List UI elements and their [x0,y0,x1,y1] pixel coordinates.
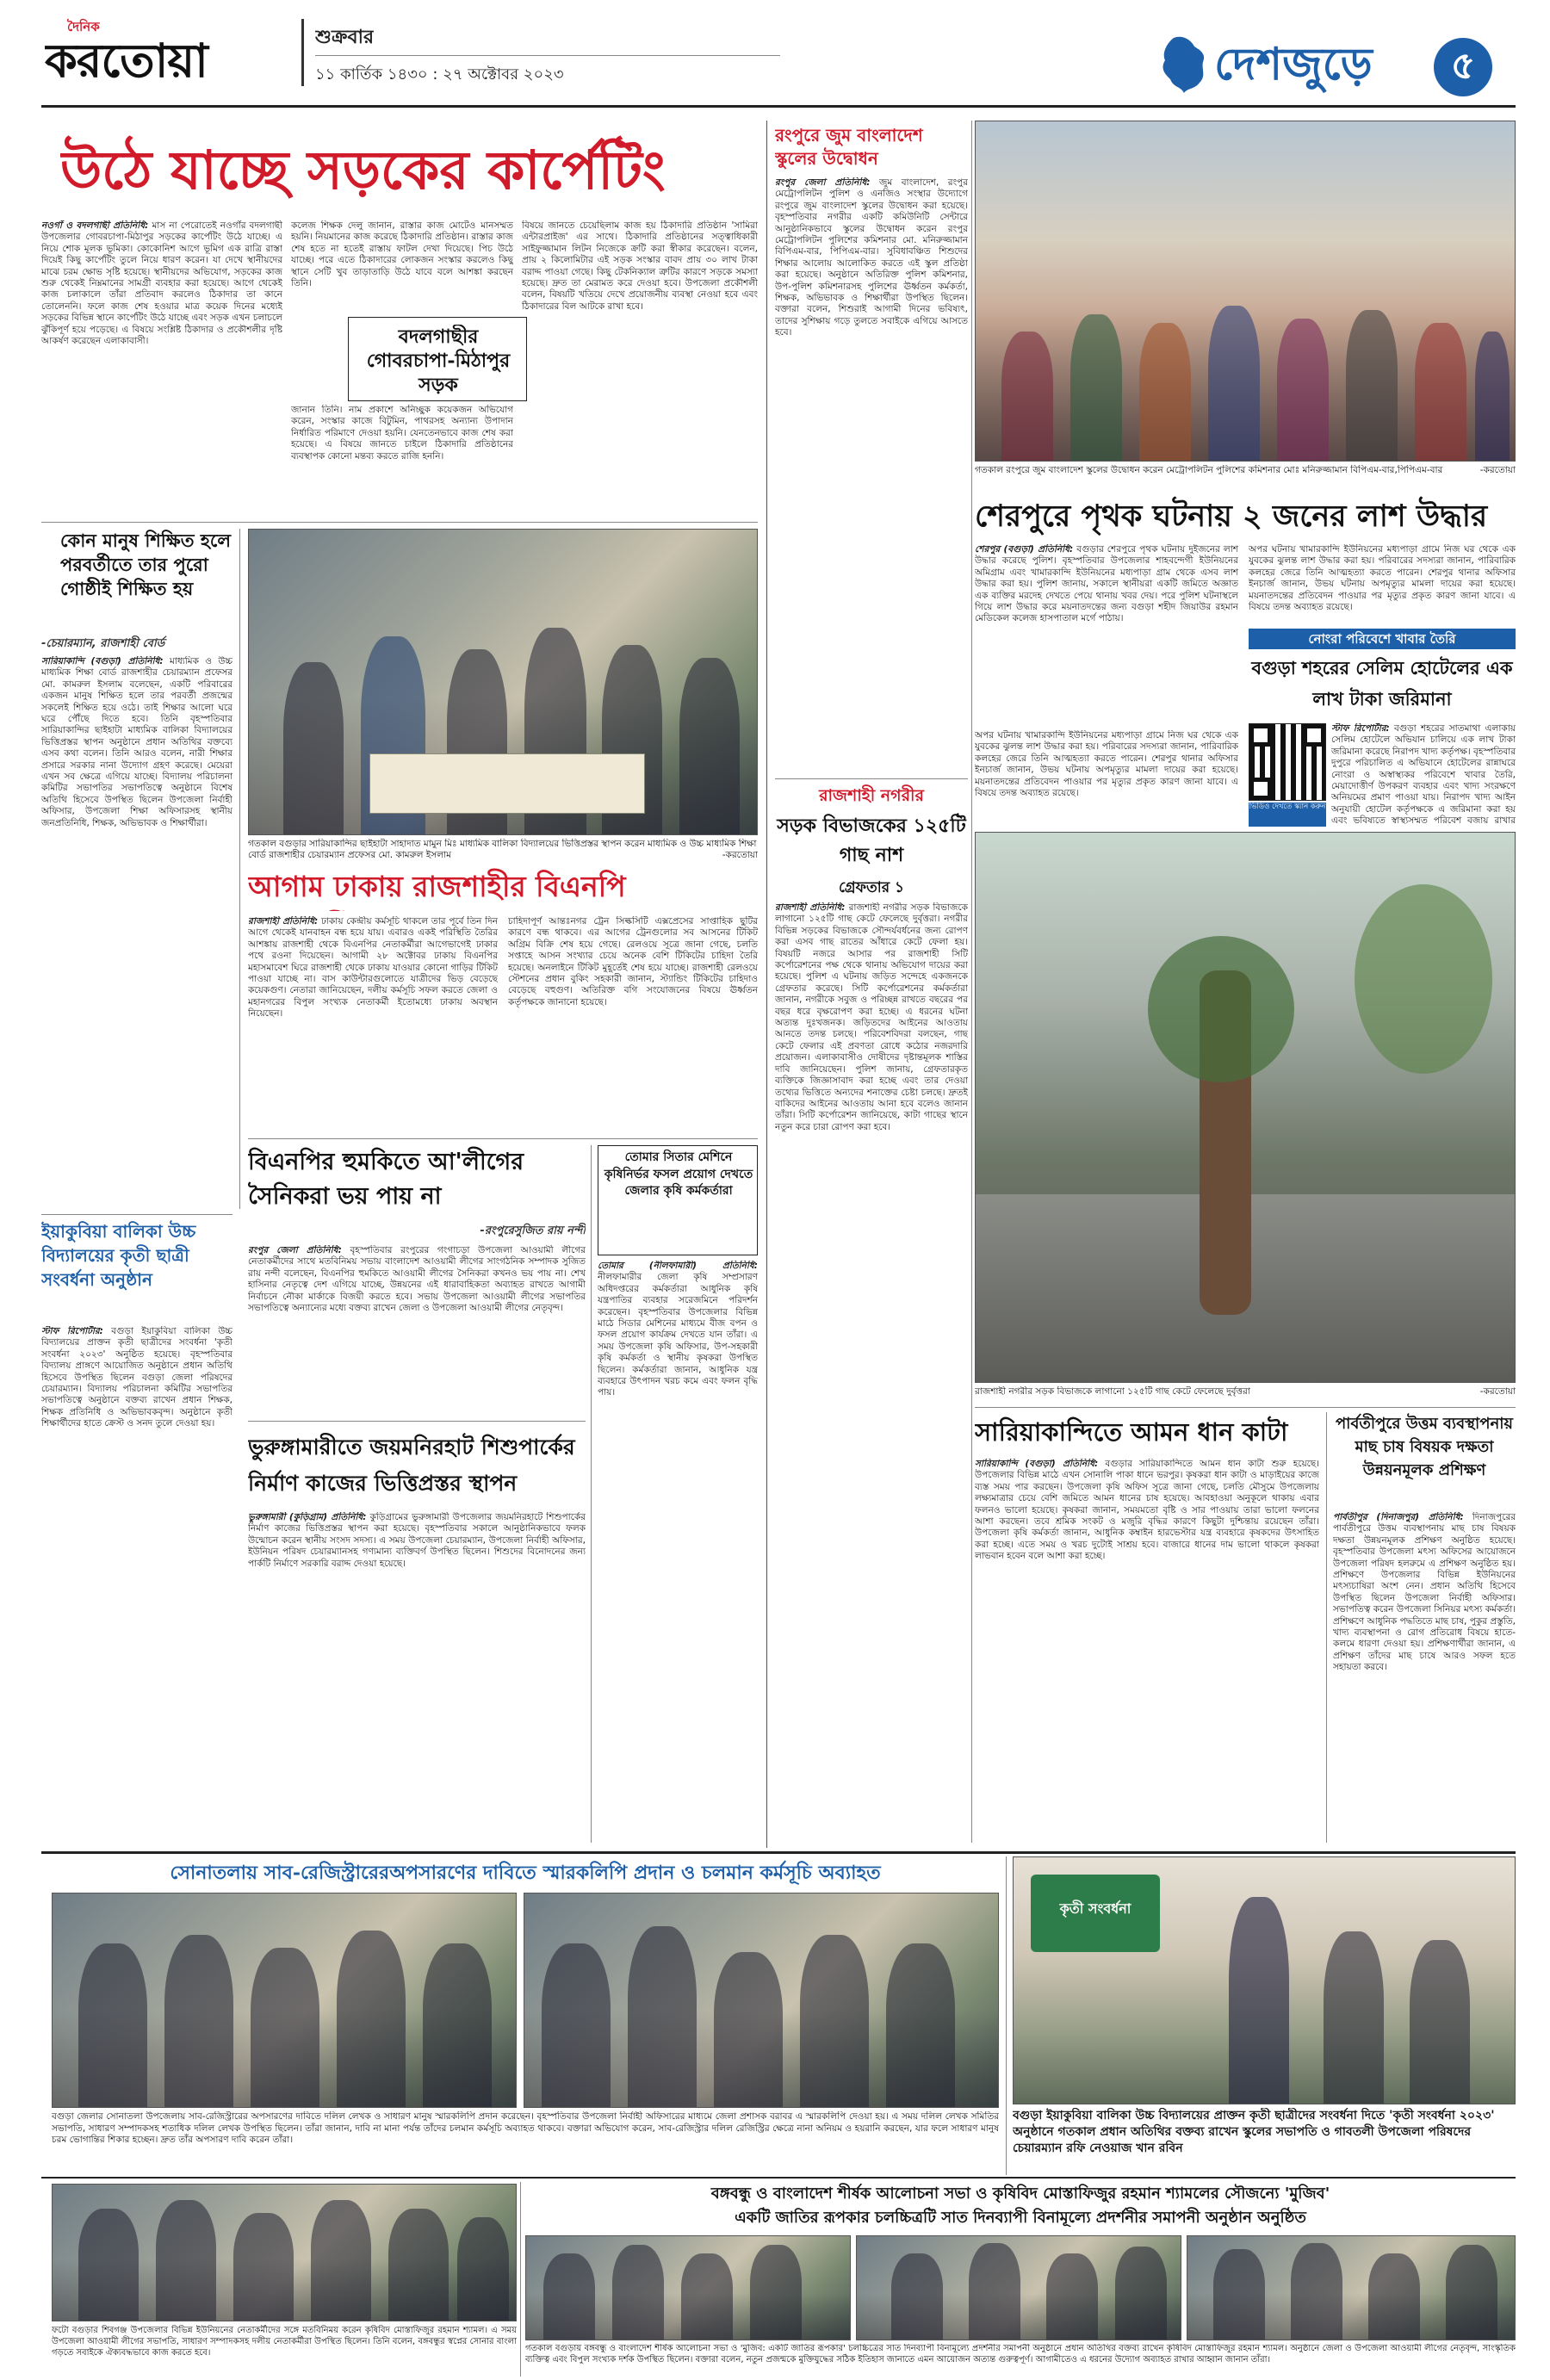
caption-text: রাজশাহী নগরীর সড়ক বিভাজকে লাগানো ১২৫টি গাছ কেটে ফেলেছে দুর্বৃত্তরা [975,1386,1250,1397]
divider [248,1421,586,1422]
story-shikkha-body [41,656,232,1207]
photo-mujib-1 [525,2235,851,2340]
story-body: মাস না পেরোতেই নওগাঁর বদলগাছী উপজেলার গোবরচাপা-মিঠাপুর সড়কের কার্পেটিং উঠে যাচ্ছে। এ নিয়ে শোক মূলক ভূমিকা। কোকোনিশ আগে ভূমিগ এক রাত্রি রাস্তা দিয়েই কিছু কার্পেটিং তুলে নিয়ে ধারণ করেন। যা দেখে স্থানীয়দের মাঝে চরম ক্ষোভ সৃষ্টি হয়েছে। স্থানীয়দের অভিযোগ, সড়কের কাজ শুরু থেকেই নিম্নমানের সামগ্রী ব্যবহার করা হয়েছে। আগে থেকেই কাজ চলাকালে তাঁরা প্রতিবাদ করলেও ঠিকাদার তা কানে তোলেননি। ফলে কাজ শেষ হওয়ার মাত্র কয়েক দিনের মধ্যেই সড়কের বিভিন্ন স্থানে কার্পেটিং উঠে যাচ্ছে এবং সড়ক এখন চলাচলে ঝুঁকিপূর্ণ হয়ে পড়েছে। এ বিষয়ে সংশ্লিষ্ট ঠিকাদার ও প্রকৌশলীর দৃষ্টি আকর্ষণ করেছেন এলাকাবাসী। [41,220,282,347]
story-body: অপর ঘটনায় খামারকান্দি ইউনিয়নের মধ্যপাড়া গ্রামে নিজ ঘর থেকে এক যুবকের ঝুলন্ত লাশ উদ্ধার করা হয়। পরিবারের সদস্যরা জানান, পারিবারিক কলহের জেরে তিনি আত্মহত্যা করতে পারেন। শেরপুর থানার অফিসার ইনচার্জ জানান, উভয় ঘটনায় অপমৃত্যুর মামলা দায়ের করা হয়েছে। ময়নাতদন্তের প্রতিবেদন পাওয়ার পর মৃত্যুর প্রকৃত কারণ জানা যাবে। এ বিষয়ে তদন্ত অব্যাহত রয়েছে। [975,730,1238,799]
story-bhurungamari-body [248,1512,586,1843]
page-number: ৫ [1450,44,1476,88]
divider [591,1145,592,1843]
story-bnp-col1 [248,916,498,1131]
masthead-date-rule [315,55,780,56]
caption-mujib-left: ফটো বগুড়ার শিবগঞ্জ উপজেলার বিভিন্ন ইউনিয়নের নেতাকর্মীদের সঙ্গে মতবিনিময় করেন কৃষিবিদ মোস্তাফিজুর রহমান শ্যামল। এ সময় উপজেলা আওয়ামী লীগের সভাপতি, সাধারণ সম্পাদকসহ দলীয় নেতাকর্মীরা উপস্থিত ছিলেন। তিনি বলেন, বঙ্গবন্ধুর স্বপ্নের সোনার বাংলা গড়তে সবাইকে ঐক্যবদ্ধভাবে কাজ করতে হবে। [52,2326,517,2358]
story-body: কলেজ শিক্ষক দেলু জানান, রাস্তার কাজ মোটেও মানসম্মত হয়নি। নিয়মানের কাজ করেছে ঠিকাদারি প্রতিষ্ঠান। রাস্তার কাজ শেষ হতে না হতেই রাস্তায় ফাটল দেখা দিয়েছে। পিচ উঠে যাচ্ছে। পরে এতে ঠিকাদারের লোকজন সংস্কার করলেও কিছু স্থানে সেটি খুব তাড়াতাড়ি উঠে যাবে বলে আশঙ্কা করছেন তিনি। [291,220,513,289]
headline-trees-a: রাজশাহী নগরীর [819,786,924,805]
byline: তোমার (নীলফামারী) প্রতিনিধি: [598,1261,758,1271]
byline: স্টাফ রিপোর্টার: [41,1326,103,1336]
photo-credit: -করতোয়া [1479,465,1516,475]
divider [41,1214,232,1215]
divider [520,2182,521,2377]
divider [239,529,240,1209]
kicker-grefter: গ্রেফতার ১ [838,879,905,896]
divider [41,522,758,523]
photo-shikkha-ceremony [248,529,758,835]
story-body: বিষয়ে জানতে চেয়েছিলাম কাজ হয় ঠিকাদারি প্রতিষ্ঠান 'সামিরা এন্টারপ্রাইজ' এর সাথে। ঠিকাদারি প্রতিষ্ঠানের সত্ত্বাধিকারী সাইফুজ্জামান লিটন নিজেকে ক্রটি করা স্বীকার করেছেন। বলেন, প্রায় ২ কিলোমিটার এই সড়ক সংস্কার বাবদ প্রায় ৩০ লাখ টাকা বরাদ্দ পাওয়া গেছে। কিছু টেকনিক্যাল ত্রুটির কারণে সড়কে সমস্যা হয়েছে। দ্রুত তা মেরামত করে দেওয়া হবে। উপজেলা প্রকৌশলী বলেন, বিষয়টি খতিয়ে দেখে প্রয়োজনীয় ব্যবস্থা নেওয়া হবে এবং ঠিকাদারের বিল আটকে রাখা হবে। [522,220,758,312]
byline: ভুরুঙ্গামারী (কুড়িগ্রাম) প্রতিনিধি: [248,1512,367,1522]
caption-text: গতকাল রংপুরে জুম বাংলাদেশ স্কুলের উদ্বোধন করেন মেট্রোপলিটন পুলিশের কমিশনার মোঃ মনিরুজ্জামান বিপিএম-বার,পিপিএম-বার [975,465,1443,475]
story-body: বগুড়ার শেরপুরে পৃথক ঘটনায় দুইজনের লাশ উদ্ধার করেছে পুলিশ। বৃহস্পতিবার উপজেলার শাহবন্দেগী ইউনিয়নের অমিগ্রাম এবং খামারকান্দি ইউনিয়নের মধ্যপাড়া গ্রাম থেকে এসব লাশ উদ্ধার করা হয়। পুলিশ জানায়, সকালে স্থানীয়রা একটি জমিতে অজ্ঞাত এক ব্যক্তির মরদেহ দেখতে পেয়ে থানায় খবর দেয়। পরে পুলিশ ঘটনাস্থলে গিয়ে লাশ উদ্ধার করে ময়নাতদন্তের জন্য বগুড়া শহীদ জিয়াউর রহমান মেডিকেল কলেজ হাসপাতাল মর্গে পাঠায়। [975,544,1238,624]
divider [1326,1412,1327,1843]
byline: নওগাঁ ও বদলগাছী প্রতিনিধি: [41,220,149,231]
headline-machine: তোমার সিতার মেশিনে কৃষিনির্ভর ফসল প্রয়োগ দেখতে জেলার কৃষি কর্মকর্তারা [604,1150,753,1198]
caption-sonatala: বগুড়া জেলার সোনাতলা উপজেলায় সাব-রেজিস্ট্রারের অপসারণের দাবিতে দলিল লেখক ও সাধারণ মানুষ স্মারকলিপি প্রদান করেছেন। বৃহস্পতিবার উপজেলা নির্বাহী অফিসারের মাধ্যমে জেলা প্রশাসক বরাবর এ স্মারকলিপি দেওয়া হয়। এ সময় দলিল লেখক সমিতির সভাপতি, সাধারণ সম্পাদকসহ শতাধিক দলিল লেখক উপস্থিত ছিলেন। তাঁরা জানান, দাবি না মানা পর্যন্ত তাঁদের চলমান কর্মসূচি অব্যাহত থাকবে। বক্তারা অভিযোগ করেন, সাব-রেজিস্ট্রার দলিল রেজিস্ট্রির ক্ষেত্রে নানা অনিয়ম ও হয়রানি করছেন, যার ফলে সাধারণ মানুষ চরম ভোগান্তির শিকার হচ্ছেন। দ্রুত তাঁর অপসারণ দাবি করেন তাঁরা। [52,2111,999,2145]
story-carpeting-col3 [522,220,758,517]
byline: সারিয়াকান্দি (বগুড়া) প্রতিনিধি: [975,1459,1099,1469]
byline: রাজশাহী প্রতিনিধি: [248,916,319,927]
page-number-badge [1434,38,1492,96]
story-body: ঢাকায় কেন্দ্রীয় কর্মসূচি থাকলে তার পূর্বে তিন দিন আগে থেকেই যানবাহন বন্ধ হয়ে যায়। এবারও একই পরিস্থিতি তৈরির আশঙ্কায় রাজশাহী থেকে বিএনপির নেতাকর্মীরা আগেভাগেই ঢাকার পথে রওনা দিয়েছেন। আগামী ২৮ অক্টোবর ঢাকায় বিএনপির মহাসমাবেশ ঘিরে রাজশাহী থেকে ঢাকায় যাওয়ার কোনো গাড়ির টিকিট পাওয়া যাচ্ছে না। বাস কাউন্টারগুলোতে যাত্রীদের ভিড় বেড়েছে কয়েকগুণ। নেতারা জানিয়েছেন, দলীয় কর্মসূচি সফল করতে জেলা ও মহানগরের বিপুল সংখ্যক নেতাকর্মী ইতোমধ্যে ঢাকায় অবস্থান নিয়েছেন। [248,916,498,1020]
divider [975,1407,1516,1408]
byline: সারিয়াকান্দি (বগুড়া) প্রতিনিধি: [41,656,164,666]
quote-by: -রংপুরেসুজিত রায় নন্দী [480,1224,586,1237]
story-bnp-col2 [508,916,758,1131]
photo-sonatala-1 [52,1893,517,2108]
section-title: দেশজুড়ে [1214,38,1373,90]
photo-credit: -করতোয়া [1479,1386,1516,1397]
bangladesh-map-icon [1158,34,1210,95]
story-body: জুম বাংলাদেশ, রংপুর মেট্রোপলিটন পুলিশ ও এনজিও সংস্থার উদ্যোগে রংপুরে জুম বাংলাদেশ স্কুলের উদ্বোধন করা হয়েছে। বৃহস্পতিবার নগরীর একটি কমিউনিটি সেন্টারে আনুষ্ঠানিকভাবে স্কুলের উদ্বোধন করেন রংপুর মেট্রোপলিটন পুলিশের কমিশনার মো. মনিরুজ্জামান বিপিএম-বার, পিপিএম-বার। সুবিধাবঞ্চিত শিশুদের শিক্ষার আলোয় আলোকিত করতে এই স্কুল প্রতিষ্ঠা করা হয়েছে। অনুষ্ঠানে অতিরিক্ত পুলিশ কমিশনার, উপ-পুলিশ কমিশনারসহ পুলিশের ঊর্ধ্বতন কর্মকর্তা, শিক্ষক, অভিভাবক ও শিক্ষার্থীরা উপস্থিত ছিলেন। বক্তারা বলেন, শিশুরাই আগামী দিনের ভবিষ্যৎ, তাদের সুশিক্ষায় গড়ে তুলতে সবাইকে এগিয়ে আসতে হবে। [775,177,968,338]
headline-carpeting: উঠে যাচ্ছে সড়কের কার্পেটিং [60,139,666,201]
story-rangpur-body [775,177,968,775]
headline-sonatala: সোনাতলায় সাব-রেজিস্ট্রারেরঅপসারণের দাবিতে স্মারকলিপি প্রদান ও চলমান কর্মসূচি অব্যাহত [52,1858,999,1887]
headline-aliga: বিএনপির হুমকিতে আ'লীগের সৈনিকরা ভয় পায় না [248,1149,524,1210]
story-sherpur-col2 [1249,544,1516,625]
story-selim-body [1331,723,1516,827]
photo-sonatala-2 [524,1893,999,2108]
story-aman-body [975,1459,1319,1843]
divider [1006,1856,1007,2175]
story-machine-body [598,1261,758,1843]
caption-mujib-right: গতকাল বগুড়ায় বঙ্গবন্ধু ও বাংলাদেশ শীর্ষক আলোচনা সভা ও 'মুজিব: একটি জাতির রূপকার' চলচ্চিত্রের সাত দিনব্যাপী বিনামূল্যে প্রদর্শনীর সমাপনী অনুষ্ঠানে প্রধান অতিথির বক্তব্য রাখেন কৃষিবিদ মোস্তাফিজুর রহমান শ্যামল। অনুষ্ঠানে জেলা ও উপজেলা আওয়ামী লীগের নেতৃবৃন্দ, সাংস্কৃতিক ব্যক্তিত্ব এবং বিপুল সংখ্যক দর্শক উপস্থিত ছিলেন। বক্তারা বলেন, নতুন প্রজন্মকে মুক্তিযুদ্ধের সঠিক ইতিহাস জানাতে এমন আয়োজন অত্যন্ত গুরুত্বপূর্ণ। আগামীতেও এ ধরনের উদ্যোগ অব্যাহত রাখার আহ্বান জানান তাঁরা। [525,2344,1516,2365]
caption-iyakubia: বগুড়া ইয়াকুবিয়া বালিকা উচ্চ বিদ্যালয়ের প্রাক্তন কৃতী ছাত্রীদের সংবর্ধনা দিতে 'কৃতী সংবর্ধনা ২০২৩' অনুষ্ঠানে গতকাল প্রধান অতিথির বক্তব্য রাখেন স্কুলের সভাপতি ও গাবতলী উপজেলা পরিষদের চেয়ারম্যান রফি নেওয়াজ খান রবিন [1013,2109,1495,2155]
story-trees-body [775,902,968,1381]
story-fish-body [1333,1512,1516,1843]
story-carpeting-col2 [291,220,513,313]
byline: পার্বতীপুর (দিনাজপুর) প্রতিনিধি: [1333,1512,1464,1522]
headline-aman: সারিয়াকান্দিতে আমন ধান কাটা [975,1417,1288,1447]
headline-selim: বগুড়া শহরের সেলিম হোটেলের এক লাখ টাকা জরিমানা [1251,657,1513,710]
photo-rangpur-school [975,121,1516,462]
story-sherpur-cont [975,730,1238,823]
story-body: মাধ্যমিক ও উচ্চ মাধ্যমিক শিক্ষা বোর্ড রাজশাহীর চেয়ারম্যান প্রফেসর মো. কামরুল ইসলাম বলেছেন, একটি পরিবারের একজন মানুষ শিক্ষিত হলে তার পরবর্তী প্রজন্মের সকলেই শিক্ষিত হয়ে ওঠে। তাই শিক্ষার আলো ঘরে ঘরে পৌঁছে দিতে হবে। তিনি বৃহস্পতিবার সারিয়াকান্দির ছাইহাটা মাধ্যমিক বালিকা বিদ্যালয়ের ভিত্তিপ্রস্তর স্থাপন অনুষ্ঠানে প্রধান অতিথির বক্তব্যে এসব কথা বলেন। তিনি আরও বলেন, নারী শিক্ষার প্রসারে সরকার নানা উদ্যোগ গ্রহণ করেছে। মেয়েরা এখন সব ক্ষেত্রে এগিয়ে যাচ্ছে। বিদ্যালয় পরিচালনা কমিটির সভাপতির সভাপতিত্বে অনুষ্ঠানে বিশেষ অতিথি হিসেবে উপস্থিত ছিলেন উপজেলা নির্বাহী অফিসার, উপজেলা শিক্ষা অফিসারসহ স্থানীয় জনপ্রতিনিধি, শিক্ষক, অভিভাবক ও শিক্ষার্থীরা। [41,656,232,828]
photo-iyakubia-reception [1013,1856,1516,2104]
byline: স্টাফ রিপোর্টার: [1331,723,1390,734]
quote-by: -চেয়ারম্যান, রাজশাহী বোর্ড [41,637,165,650]
masthead-divider [301,19,304,86]
story-body: বৃহস্পতিবার রংপুরের গংগাচড়া উপজেলা আওয়ামী লীগের নেতাকর্মীদের সাথে মতবিনিময় সভায় বাংলাদেশ আওয়ামী লীগের সাংগঠনিক সম্পাদক সুজিত রায় নন্দী বলেছেন, বিএনপির হুমকিতে আওয়ামী লীগের সৈনিকরা কখনও ভয় পায় না। শেখ হাসিনার নেতৃত্বে দেশ এগিয়ে যাচ্ছে, উন্নয়নের এই ধারাবাহিকতা অব্যাহত রাখতে আগামী নির্বাচনে নৌকা মার্কাকে বিজয়ী করতে হবে। সভায় উপজেলা আওয়ামী লীগের সভাপতির সভাপতিত্বে অন্যান্যের মধ্যে বক্তব্য রাখেন জেলা ও উপজেলা আওয়ামী লীগের নেতৃবৃন্দ। [248,1245,586,1314]
event-banner: কৃতী সংবর্ধনা [1059,1900,1132,1917]
headline-shikkha: কোন মানুষ শিক্ষিত হলে পরবর্তীতে তার পুরো গোষ্ঠীই শিক্ষিত হয় [60,530,231,599]
story-aliga-body [248,1245,586,1414]
headline-sherpur: শেরপুরে পৃথক ঘটনায় ২ জনের লাশ উদ্ধার [975,499,1488,534]
story-sherpur-col1 [975,544,1238,727]
divider [248,1138,758,1139]
story-body: নীলফামারীর জেলা কৃষি সম্প্রসারণ অধিদপ্তরের কর্মকর্তারা আধুনিক কৃষি যন্ত্রপাতির ব্যবহার সরেজমিনে পরিদর্শন করেছেন। বৃহস্পতিবার উপজেলার বিভিন্ন মাঠে সিডার মেশিনের মাধ্যমে বীজ বপন ও ফসল প্রয়োগ কার্যক্রম দেখতে যান তাঁরা। এ সময় উপজেলা কৃষি অফিসার, উপ-সহকারী কৃষি কর্মকর্তা ও স্থানীয় কৃষকরা উপস্থিত ছিলেন। কর্মকর্তারা জানান, আধুনিক যন্ত্র ব্যবহারে উৎপাদন খরচ কমে এবং ফলন বৃদ্ধি পায়। [598,1272,758,1398]
headline-mujib-2: একটি জাতির রূপকার চলচ্চিত্রটি সাত দিনব্যাপী বিনামূল্যে প্রদর্শনীর সমাপনী অনুষ্ঠান অনুষ্ঠিত [735,2209,1306,2227]
headline-trees-b: সড়ক বিভাজকের ১২৫টি গাছ নাশ [777,815,966,866]
story-iyakubia-body [41,1326,232,1843]
story-carpeting-col2b [291,405,513,517]
story-body: জানান তিনি। নাম প্রকাশে অনিচ্ছুক কয়েকজন অভিযোগ করেন, সংস্কার কাজে বিটুমিন, পাথরসহ অন্যান্য উপাদান নির্ধারিত পরিমাণে দেওয়া হয়নি। যেনতেনভাবে কাজ শেষ করা হয়েছে। এ বিষয়ে জানতে চাইলে ঠিকাদারি প্রতিষ্ঠানের ব্যবস্থাপক কোনো মন্তব্য করতে রাজি হননি। [291,405,513,462]
photo-shikkha-caption [248,839,758,865]
photo-rangpur-caption [975,465,1516,491]
photo-trees-caption [975,1386,1516,1400]
subheadline: বদলগাছীর গোবরচাপা-মিঠাপুর সড়ক [366,325,511,396]
issue-day: শুক্রবার [315,27,375,48]
story-carpeting-col1 [41,220,282,517]
story-body: দিনাজপুরের পার্বতীপুরে উত্তম ব্যবস্থাপনায় মাছ চাষ বিষয়ক দক্ষতা উন্নয়নমূলক প্রশিক্ষণ অনুষ্ঠিত হয়েছে। বৃহস্পতিবার উপজেলা মৎস্য অফিসের আয়োজনে উপজেলা পরিষদ হলরুমে এ প্রশিক্ষণ অনুষ্ঠিত হয়। প্রশিক্ষণে উপজেলার বিভিন্ন ইউনিয়নের মৎস্যচাষিরা অংশ নেন। প্রধান অতিথি হিসেবে উপস্থিত ছিলেন উপজেলা নির্বাহী অফিসার। সভাপতিত্ব করেন উপজেলা সিনিয়র মৎস্য কর্মকর্তা। প্রশিক্ষণে আধুনিক পদ্ধতিতে মাছ চাষ, পুকুর প্রস্তুতি, খাদ্য ব্যবস্থাপনা ও রোগ প্রতিরোধ বিষয়ে হাতে-কলমে ধারণা দেওয়া হয়। প্রশিক্ষণার্থীরা জানান, এ প্রশিক্ষণ তাঁদের মাছ চাষে আরও সফল হতে সহায়তা করবে। [1333,1512,1516,1673]
byline: রংপুর জেলা প্রতিনিধি: [775,177,871,188]
logo-small: দৈনিক [67,19,100,34]
caption-text: গতকাল বগুড়ার সারিয়াকান্দির ছাইহাটা সাহাদাত মামুন মিঃ মাধ্যমিক বালিকা বিদ্যালয়ের ভিত্তিপ্রস্তর স্থাপন করেন মাধ্যমিক ও উচ্চ মাধ্যমিক শিক্ষা বোর্ড রাজশাহীর চেয়ারম্যান প্রফেসর মো. কামরুল ইসলাম [248,839,757,860]
newspaper-logo[interactable]: করতোয়া [45,33,208,88]
subheadline-box [348,317,527,401]
tag-nongra: নোংরা পরিবেশে খাবার তৈরি [1249,629,1516,649]
photo-credit: -করতোয়া [722,850,758,860]
story-body: চাহিদাপূর্ণ আন্তঃনগর ট্রেন সিল্কসিটি এক্সপ্রেসের সাপ্তাহিক ছুটির কারণে বন্ধ থাকবে। এর আগের ট্রেনগুলোর সব আসনের টিকিট অগ্রিম বিক্রি শেষ হয়ে গেছে। রেলওয়ে সূত্রে জানা গেছে, চলতি সপ্তাহে আসন সংখ্যার চেয়ে অনেক বেশি টিকিটের চাহিদা তৈরি হয়েছে। অনলাইনে টিকিট মুহূর্তেই শেষ হয়ে যাচ্ছে। রাজশাহী রেলওয়ে স্টেশনের প্রধান বুকিং সহকারী জানান, স্ট্যান্ডিং টিকিটের চাহিদাও বেড়েছে বহুগুণ। অতিরিক্ত বগি সংযোজনের বিষয়ে ঊর্ধ্বতন কর্তৃপক্ষকে জানানো হয়েছে। [508,916,758,1007]
headline-bhurungamari: ভুরুঙ্গামারীতে জয়মনিরহাট শিশুপার্কের নির্মাণ কাজের ভিত্তিপ্রস্তর স্থাপন [248,1435,575,1496]
story-body: বগুড়া শহরের সাতমাথা এলাকায় সেলিম হোটেলে অভিযান চালিয়ে এক লাখ টাকা জরিমানা করেছে নিরাপদ খাদ্য কর্তৃপক্ষ। বৃহস্পতিবার দুপুরে পরিচালিত এ অভিযানে হোটেলের রান্নাঘরে নোংরা ও অস্বাস্থ্যকর পরিবেশে খাবার তৈরি, মেয়াদোত্তীর্ণ উপকরণ ব্যবহার এবং খাদ্য সংরক্ষণে অনিয়মের প্রমাণ পাওয়া যায়। নিরাপদ খাদ্য আইন অনুযায়ী হোটেল কর্তৃপক্ষকে এ জরিমানা করা হয় এবং ভবিষ্যতে স্বাস্থ্যসম্মত পরিবেশ বজায় রাখার [1331,723,1516,827]
photo-cut-trees [975,832,1516,1383]
headline-iyakubia: ইয়াকুবিয়া বালিকা উচ্চ বিদ্যালয়ের কৃতী ছাত্রী সংবর্ধনা অনুষ্ঠান [41,1221,196,1290]
headline-bnp: আগাম ঢাকায় রাজশাহীর বিএনপি [248,870,626,903]
byline: রাজশাহী প্রতিনিধি: [775,902,846,913]
story-body: বগুড়ার সারিয়াকান্দিতে আমন ধান কাটা শুরু হয়েছে। উপজেলার বিভিন্ন মাঠে এখন সোনালি পাকা ধানে ভরপুর। কৃষকরা ধান কাটা ও মাড়াইয়ের কাজে ব্যস্ত সময় পার করছেন। উপজেলা কৃষি অফিস সূত্রে জানা গেছে, চলতি মৌসুমে উপজেলায় লক্ষ্যমাত্রার চেয়ে বেশি জমিতে আমন ধানের চাষ হয়েছে। আবহাওয়া অনুকূলে থাকায় এবার ফলনও ভালো হয়েছে। কৃষকরা জানান, সময়মতো বৃষ্টি ও সার পাওয়ায় তারা ভালো ফলনের আশা করছেন। তবে শ্রমিক সংকট ও মজুরি বৃদ্ধির কারণে কিছুটা দুশ্চিন্তায় রয়েছেন তাঁরা। উপজেলা কৃষি কর্মকর্তা জানান, আধুনিক কম্বাইন হারভেস্টার যন্ত্র ব্যবহারে কৃষকদের উৎসাহিত করা হচ্ছে। এতে সময় ও খরচ দুটোই সাশ্রয় হবে। বাজারে ধানের দাম ভালো থাকলে কৃষকরা লাভবান হবেন বলে আশা করা হচ্ছে। [975,1459,1319,1562]
story-body: কুড়িগ্রামের ভুরুঙ্গামারী উপজেলার জয়মনিরহাটে শিশুপার্কের নির্মাণ কাজের ভিত্তিপ্রস্তর স্থাপন করা হয়েছে। বৃহস্পতিবার সকালে আনুষ্ঠানিকভাবে ফলক উন্মোচন করেন স্থানীয় সংসদ সদস্য। এ সময় উপজেলা চেয়ারম্যান, উপজেলা নির্বাহী অফিসার, ইউনিয়ন পরিষদ চেয়ারম্যানসহ গণ্যমান্য ব্যক্তিবর্গ উপস্থিত ছিলেন। শিশুদের বিনোদনের জন্য পার্কটি নির্মাণে সরকারি বরাদ্দ দেওয়া হয়েছে। [248,1512,586,1569]
masthead-rule [41,105,1516,108]
headline-fish: পার্বতীপুরে উত্তম ব্যবস্থাপনায় মাছ চাষ বিষয়ক দক্ষতা উন্নয়নমূলক প্রশিক্ষণ [1335,1415,1514,1479]
masthead [0,0,1550,107]
qr-code[interactable] [1249,723,1326,801]
story-body: রাজশাহী নগরীর সড়ক বিভাজকে লাগানো ১২৫টি গাছ কেটে ফেলেছে দুর্বৃত্তরা। নগরীর বিভিন্ন সড়কের বিভাজকে সৌন্দর্যবর্ধনের জন্য রোপণ করা এসব গাছ রাতের আঁধারে কেটে ফেলা হয়। বিষয়টি নজরে আসার পর রাজশাহী সিটি কর্পোরেশনের পক্ষ থেকে থানায় অভিযোগ দায়ের করা হয়েছে। পুলিশ এ ঘটনায় জড়িত সন্দেহে একজনকে গ্রেফতার করেছে। সিটি কর্পোরেশনের কর্মকর্তারা জানান, নগরীকে সবুজ ও পরিচ্ছন্ন রাখতে বছরের পর বছর ধরে বৃক্ষরোপণ করা হচ্ছে। এ ধরনের ঘটনা অত্যন্ত দুঃখজনক। জড়িতদের আইনের আওতায় আনতে তদন্ত চলছে। পরিবেশবিদরা বলছেন, গাছ কেটে ফেলার এই প্রবণতা রোধে কঠোর নজরদারি প্রয়োজন। এলাকাবাসীও দোষীদের দৃষ্টান্তমূলক শাস্তির দাবি জানিয়েছেন। পুলিশ জানায়, গ্রেফতারকৃত ব্যক্তিকে জিজ্ঞাসাবাদ করা হচ্ছে এবং তার দেওয়া তথ্যের ভিত্তিতে অন্যদের শনাক্তের চেষ্টা চলছে। দ্রুতই বাকিদের আইনের আওতায় আনা হবে বলেও জানান তাঁরা। সিটি কর্পোরেশন জানিয়েছে, কাটা গাছের স্থানে নতুন করে চারা রোপণ করা হবে। [775,902,968,1132]
photo-mujib-2 [856,2235,1181,2340]
divider [766,121,767,1848]
qr-label: ভিডিও দেখতে স্ক্যান করুন [1249,803,1326,827]
story-body: বগুড়া ইয়াকুবিয়া বালিকা উচ্চ বিদ্যালয়ের প্রাক্তন কৃতী ছাত্রীদের সংবর্ধনা 'কৃতী সংবর্ধনা ২০২৩' অনুষ্ঠিত হয়েছে। বৃহস্পতিবার বিদ্যালয় প্রাঙ্গণে আয়োজিত অনুষ্ঠানে প্রধান অতিথি হিসেবে উপস্থিত ছিলেন বগুড়া জেলা পরিষদের চেয়ারম্যান। বিদ্যালয় পরিচালনা কমিটির সভাপতির সভাপতিত্বে অনুষ্ঠানে বক্তব্য রাখেন প্রধান শিক্ষক, শিক্ষক প্রতিনিধি ও অভিভাবকবৃন্দ। অনুষ্ঠানে কৃতী শিক্ষার্থীদের হাতে ক্রেস্ট ও সনদ তুলে দেওয়া হয়। [41,1326,232,1429]
photo-mujib-3 [1187,2235,1516,2340]
photo-shibganj-meeting [52,2184,517,2321]
headline-mujib-1: বঙ্গবন্ধু ও বাংলাদেশ শীর্ষক আলোচনা সভা ও কৃষিবিদ মোস্তাফিজুর রহমান শ্যামলের সৌজন্যে 'মুজিব' [710,2185,1330,2203]
divider [971,121,972,1843]
story-body: অপর ঘটনায় খামারকান্দি ইউনিয়নের মধ্যপাড়া গ্রামে নিজ ঘর থেকে এক যুবকের ঝুলন্ত লাশ উদ্ধার করা হয়। পরিবারের সদস্যরা জানান, পারিবারিক কলহের জেরে তিনি আত্মহত্যা করতে পারেন। শেরপুর থানার অফিসার ইনচার্জ জানান, উভয় ঘটনায় অপমৃত্যুর মামলা দায়ের করা হয়েছে। ময়নাতদন্তের প্রতিবেদন পাওয়ার পর মৃত্যুর প্রকৃত কারণ জানা যাবে। এ বিষয়ে তদন্ত অব্যাহত রয়েছে। [1249,544,1516,613]
issue-date: ১১ কার্তিক ১৪৩০ : ২৭ অক্টোবর ২০২৩ [315,65,564,84]
divider [775,778,968,779]
byline: রংপুর জেলা প্রতিনিধি: [248,1245,342,1255]
headline-rangpur: রংপুরে জুম বাংলাদেশ স্কুলের উদ্বোধন [775,125,923,169]
byline: শেরপুর (বগুড়া) প্রতিনিধি: [975,544,1074,555]
story-machine-box [598,1145,758,1255]
